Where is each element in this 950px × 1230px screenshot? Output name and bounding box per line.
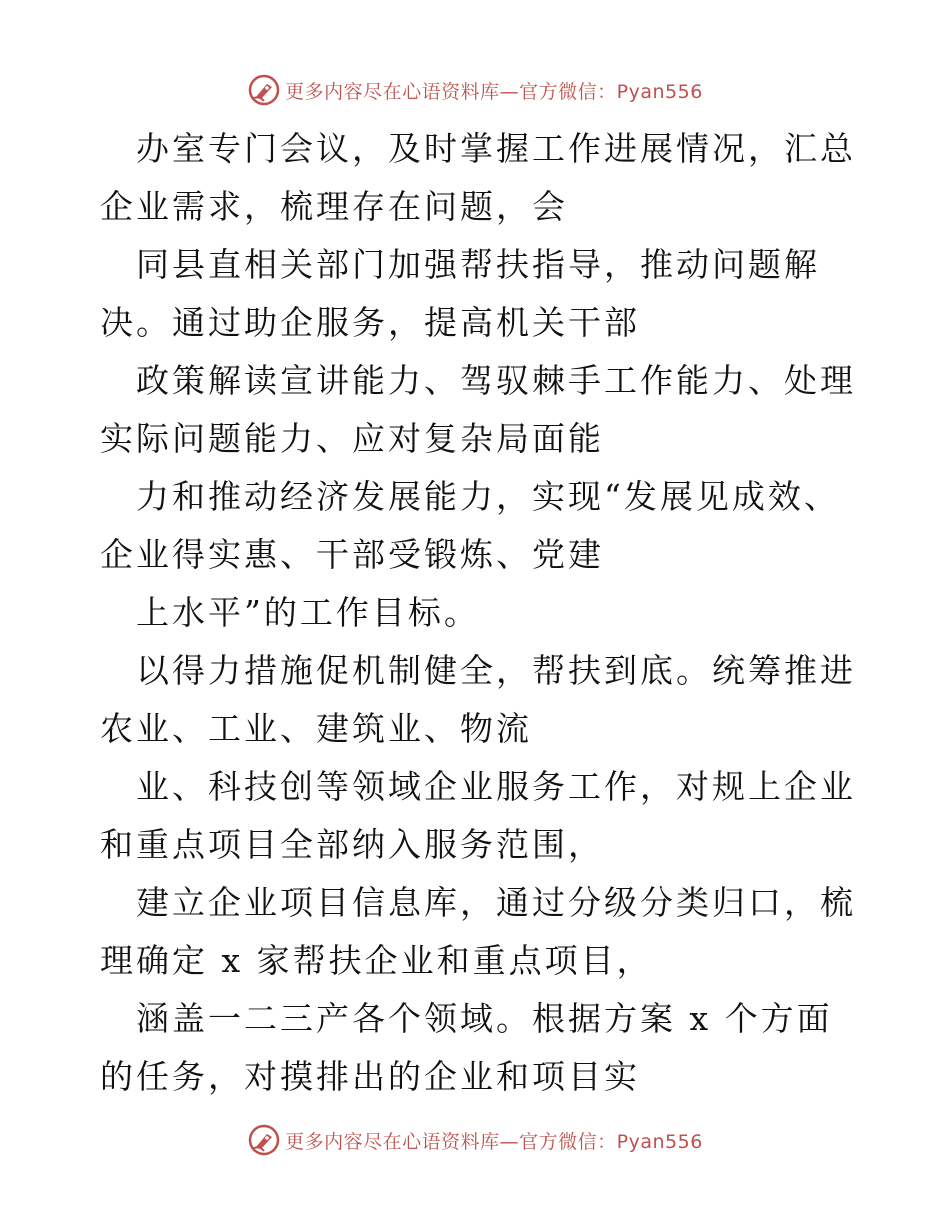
paragraph: 以得力措施促机制健全，帮扶到底。统筹推进农业、工业、建筑业、物流: [100, 651, 856, 748]
pen-nib-logo-icon: [247, 1123, 281, 1157]
footer-banner: [0, 1120, 950, 1160]
paragraph: 办室专门会议，及时掌握工作进展情况，汇总企业需求，梳理存在问题，会: [100, 129, 856, 226]
footer-banner-text: 更多内容尽在心语资料库—官方微信：Pyan556: [285, 1130, 703, 1153]
paragraph: 上水平”的工作目标。: [136, 593, 480, 632]
paragraph: 力和推动经济发展能力，实现“发展见成效、企业得实惠、干部受锻炼、党建: [100, 477, 840, 574]
pen-nib-logo-icon: [247, 73, 281, 107]
header-banner-text: 更多内容尽在心语资料库—官方微信：Pyan556: [285, 80, 703, 103]
paragraph: 建立企业项目信息库，通过分级分类归口，梳理确定 x 家帮扶企业和重点项目，: [100, 883, 856, 980]
header-banner: [0, 70, 950, 110]
document-body: [100, 120, 860, 1106]
paragraph: 业、科技创等领域企业服务工作，对规上企业和重点项目全部纳入服务范围，: [100, 767, 856, 864]
paragraph: 同县直相关部门加强帮扶指导，推动问题解决。通过助企服务，提高机关干部: [100, 245, 820, 342]
paragraph: 涵盖一二三产各个领域。根据方案 x 个方面的任务，对摸排出的企业和项目实: [100, 999, 833, 1096]
paragraph: 政策解读宣讲能力、驾驭棘手工作能力、处理实际问题能力、应对复杂局面能: [100, 361, 856, 458]
